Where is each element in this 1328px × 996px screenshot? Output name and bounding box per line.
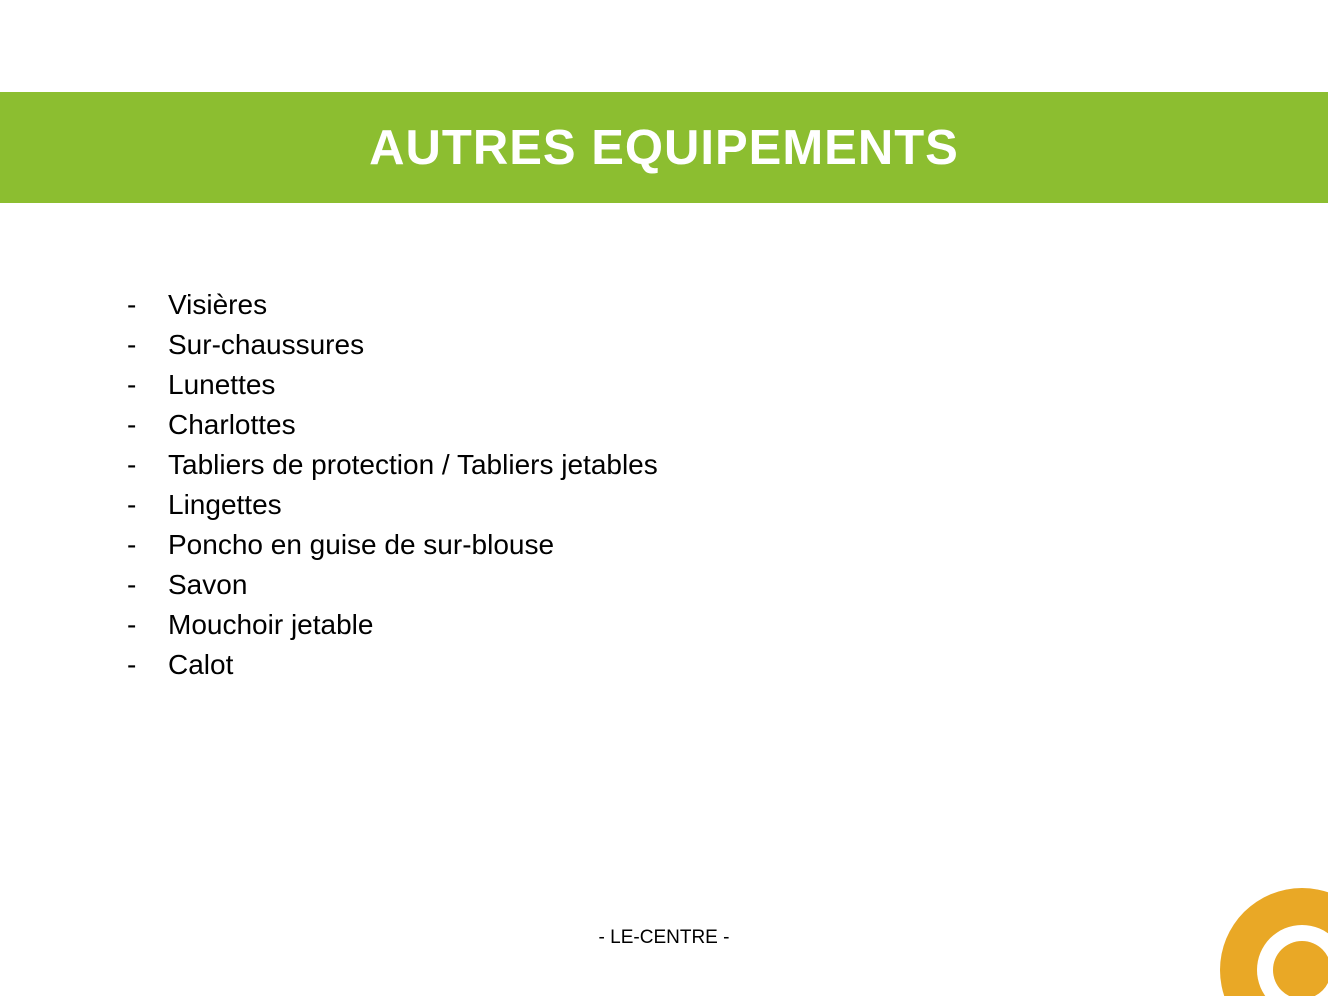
list-item — [127, 645, 658, 685]
page-title: AUTRES EQUIPEMENTS — [369, 120, 959, 175]
list-item-text: Lingettes — [168, 489, 282, 520]
dash-bullet: - — [127, 329, 137, 360]
list-item — [127, 565, 658, 605]
list-item-text: Lunettes — [168, 369, 276, 400]
title-banner — [0, 92, 1328, 203]
list-item — [127, 485, 658, 525]
list-item — [127, 285, 658, 325]
list-item-text: Tabliers de protection / Tabliers jetables — [168, 449, 658, 480]
list-item — [127, 405, 658, 445]
list-item — [127, 365, 658, 405]
dash-bullet: - — [127, 289, 137, 320]
list-item-text: Poncho en guise de sur-blouse — [168, 529, 555, 560]
list-item-text: Calot — [168, 649, 234, 680]
list-item — [127, 525, 658, 565]
dash-bullet: - — [127, 529, 137, 560]
dash-bullet: - — [127, 369, 137, 400]
list-item-text: Sur-chaussures — [168, 329, 365, 360]
equipment-list — [127, 285, 658, 685]
dash-bullet: - — [127, 569, 137, 600]
list-item — [127, 605, 658, 645]
concentric-circles-logo-icon — [1200, 888, 1328, 996]
list-item-text: Visières — [168, 289, 268, 320]
dash-bullet: - — [127, 609, 137, 640]
dash-bullet: - — [127, 649, 137, 680]
list-item — [127, 445, 658, 485]
dash-bullet: - — [127, 449, 137, 480]
list-item — [127, 325, 658, 365]
dash-bullet: - — [127, 489, 137, 520]
list-item-text: Charlottes — [168, 409, 296, 440]
list-item-text: Mouchoir jetable — [168, 609, 374, 640]
list-item-text: Savon — [168, 569, 248, 600]
dash-bullet: - — [127, 409, 137, 440]
footer-text: - LE-CENTRE - — [598, 927, 730, 948]
